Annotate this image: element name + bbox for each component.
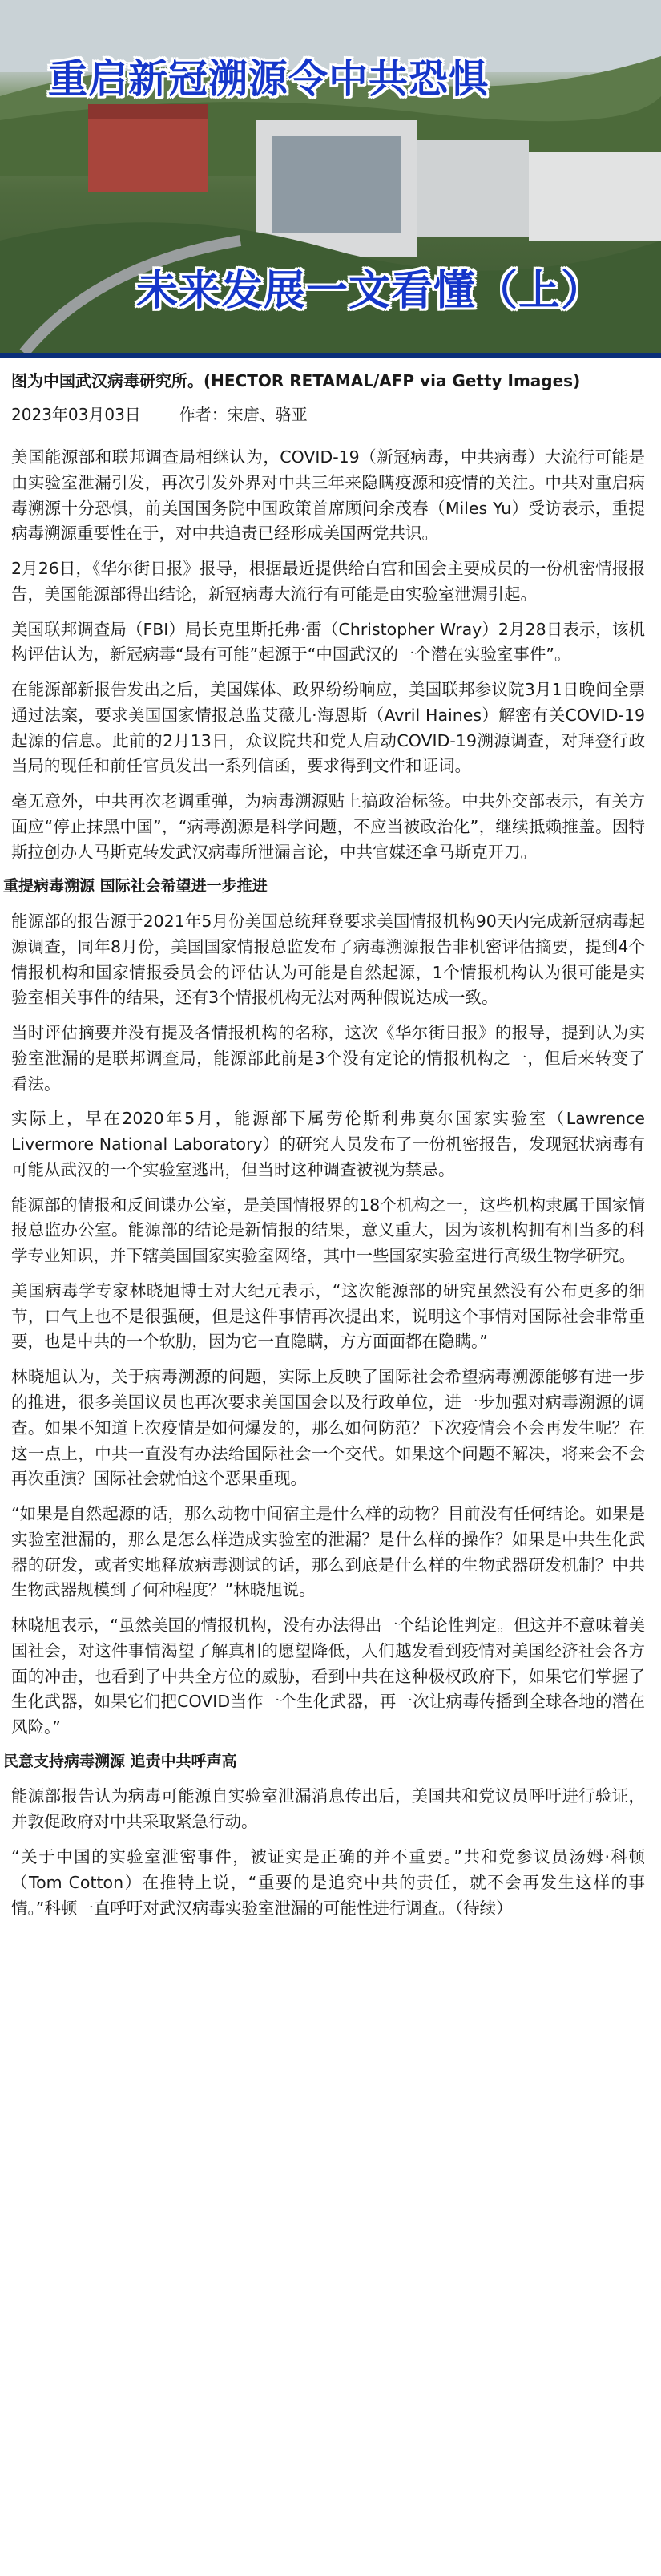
paragraph: 当时评估摘要并没有提及各情报机构的名称，这次《华尔街日报》的报导，提到认为实验室泄漏的是联邦调查局，能源部此前是3个没有定论的情报机构之一，但后来转变了看法。	[11, 1023, 645, 1094]
paragraph: 美国病毒学专家林晓旭博士对大纪元表示，“这次能源部的研究虽然没有公布更多的细节，口气上也不是很强硬，但是这件事情再次提出来，说明这个事情对国际社会非常重要，也是中共的一个软肋，因为它一直隐瞒，方方面面都在隐瞒。”	[11, 1280, 645, 1352]
paragraph: 在能源部新报告发出之后，美国媒体、政界纷纷响应，美国联邦参议院3月1日晚间全票通过法案，要求美国国家情报总监艾薇儿·海恩斯（Avril Haines）解密有关COVID-19起源的信息。此前的2月13日，众议院共和党人启动COVID-19溯源调查，对拜登行政当局的现任和前任官员发出一系列信函，要求得到文件和证词。	[11, 680, 645, 776]
paragraph: 林晓旭表示，“虽然美国的情报机构，没有办法得出一个结论性判定。但这并不意味着美国社会，对这件事情渴望了解真相的愿望降低，人们越发看到疫情对美国经济社会各方面的冲击，也看到了中共全方位的威胁，看到中共在这种极权政府下，如果它们掌握了生化武器，如果它们把COVID当作一个生化武器，再一次让病毒传播到全球各地的潜在风险。”	[11, 1616, 645, 1737]
paragraph: “如果是自然起源的话，那么动物中间宿主是什么样的动物？目前没有任何结论。如果是实验室泄漏的，那么是怎么样造成实验室的泄漏？是什么样的操作？如果是中共生化武器的研发，或者实地释放病毒测试的话，那么到底是什么样的生物武器研发机制？中共生物武器规模到了何种程度？”林晓旭说。	[11, 1504, 645, 1600]
author-line: 作者：宋唐、骆亚	[179, 405, 308, 424]
hero-title-line2: 未来发展一文看懂（上）	[136, 267, 604, 315]
article-meta	[11, 402, 645, 427]
hero-title-line1: 重启新冠溯源令中共恐惧	[48, 56, 490, 102]
article-body	[0, 358, 661, 1921]
section-heading: 重提病毒溯源 国际社会希望进一步推进	[3, 877, 268, 896]
section-heading: 民意支持病毒溯源 追责中共呼声高	[3, 1752, 237, 1770]
paragraph: 美国联邦调查局（FBI）局长克里斯托弗·雷（Christopher Wray）2月28日表示，该机构评估认为，新冠病毒“最有可能”起源于“中国武汉的一个潜在实验室事件”。	[11, 619, 645, 665]
paragraph: 能源部报告认为病毒可能源自实验室泄漏消息传出后，美国共和党议员呼吁进行验证，并敦促政府对中共采取紧急行动。	[11, 1786, 645, 1832]
paragraph: 实际上，早在2020年5月，能源部下属劳伦斯利弗莫尔国家实验室（Lawrence Livermore National Laboratory）的研究人员发布了一份机密报告，发现冠状病毒有可能从武汉的一个实验室逃出，但当时这种调查被视为禁忌。	[11, 1109, 645, 1179]
paragraph: 美国能源部和联邦调查局相继认为，COVID-19（新冠病毒，中共病毒）大流行可能是由实验室泄漏引发，再次引发外界对中共三年来隐瞒疫源和疫情的关注。中共对重启病毒溯源十分恐惧，前美国国务院中国政策首席顾问余茂春（Miles Yu）受访表示，重提病毒溯源重要性在于，对中共追责已经形成美国两党共识。	[11, 447, 645, 544]
publish-date: 2023年03月03日	[11, 405, 141, 424]
paragraph: 能源部的情报和反间谍办公室，是美国情报界的18个机构之一，这些机构隶属于国家情报总监办公室。能源部的结论是新情报的结果，意义重大，因为该机构拥有相当多的科学专业知识，并下辖美国国家实验室网络，其中一些国家实验室进行高级生物学研究。	[11, 1195, 645, 1266]
paragraph: 林晓旭认为，关于病毒溯源的问题，实际上反映了国际社会希望病毒溯源能够有进一步的推进，很多美国议员也再次要求美国国会以及行政单位，进一步加强对病毒溯源的调查。如果不知道上次疫情是如何爆发的，那么如何防范？下次疫情会不会再发生呢？在这一点上，中共一直没有办法给国际社会一个交代。如果这个问题不解决，将来会不会再次重演？国际社会就怕这个恶果重现。	[11, 1367, 645, 1489]
hero-banner	[0, 0, 661, 358]
paragraph: 毫无意外，中共再次老调重弹，为病毒溯源贴上搞政治标签。中共外交部表示，有关方面应“停止抹黑中国”，“病毒溯源是科学问题，不应当被政治化”，继续抵赖推盖。因特斯拉创办人马斯克转发武汉病毒所泄漏言论，中共官媒还拿马斯克开刀。	[11, 791, 645, 862]
paragraph: “关于中国的实验室泄密事件，被证实是正确的并不重要。”共和党参议员汤姆·科顿（Tom Cotton）在推特上说，“重要的是追究中共的责任，就不会再发生这样的事情。”科顿一直呼吁对武汉病毒实验室泄漏的可能性进行调查。（待续）	[11, 1846, 645, 1918]
paragraph: 2月26日，《华尔街日报》报导，根据最近提供给白宫和国会主要成员的一份机密情报报告，美国能源部得出结论，新冠病毒大流行有可能是由实验室泄漏引起。	[11, 559, 645, 604]
image-caption: 图为中国武汉病毒研究所。(HECTOR RETAMAL/AFP via Getty Images)	[11, 371, 581, 390]
paragraph: 能源部的报告源于2021年5月份美国总统拜登要求美国情报机构90天内完成新冠病毒起源调查，同年8月份，美国国家情报总监发布了病毒溯源报告非机密评估摘要，提到4个情报机构和国家情报委员会的评估认为可能是自然起源，1个情报机构认为很可能是实验室相关事件的结果，还有3个情报机构无法对两种假说达成一致。	[11, 911, 645, 1008]
